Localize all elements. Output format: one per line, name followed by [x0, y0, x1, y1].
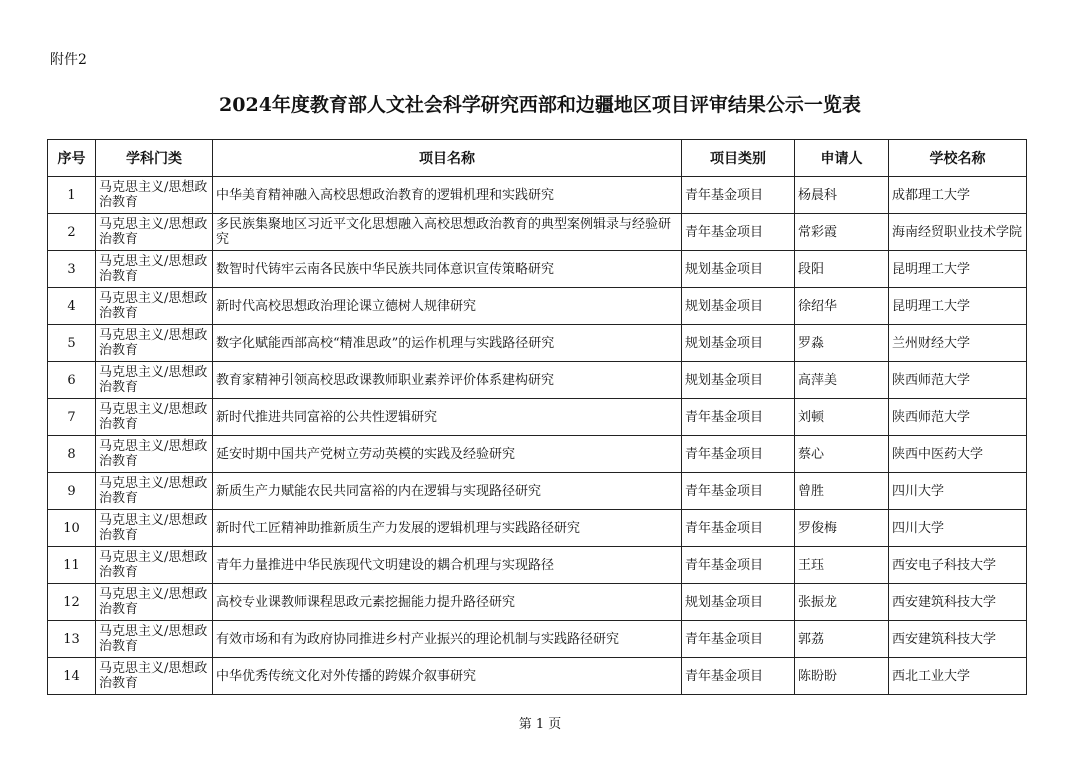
cell-project-type: 规划基金项目 [682, 251, 795, 288]
cell-school: 陕西中医药大学 [889, 436, 1027, 473]
table-row [48, 362, 1027, 399]
cell-index: 6 [48, 362, 96, 399]
cell-project-type: 青年基金项目 [682, 658, 795, 695]
table-row [48, 325, 1027, 362]
cell-index: 4 [48, 288, 96, 325]
table-row [48, 399, 1027, 436]
table-row [48, 510, 1027, 547]
cell-index: 11 [48, 547, 96, 584]
cell-index: 5 [48, 325, 96, 362]
cell-project-name: 新时代高校思想政治理论课立德树人规律研究 [213, 288, 682, 325]
cell-project-type: 青年基金项目 [682, 473, 795, 510]
cell-applicant: 段阳 [795, 251, 889, 288]
cell-applicant: 蔡心 [795, 436, 889, 473]
cell-school: 陕西师范大学 [889, 399, 1027, 436]
cell-project-type: 规划基金项目 [682, 362, 795, 399]
page-number: 第 1 页 [518, 717, 562, 732]
header-applicant: 申请人 [795, 140, 889, 177]
cell-project-name: 数字化赋能西部高校“精准思政”的运作机理与实践路径研究 [213, 325, 682, 362]
cell-discipline: 马克思主义/思想政治教育 [96, 621, 213, 658]
header-discipline: 学科门类 [96, 140, 213, 177]
cell-project-name: 多民族集聚地区习近平文化思想融入高校思想政治教育的典型案例辑录与经验研究 [213, 214, 682, 251]
cell-school: 成都理工大学 [889, 177, 1027, 214]
cell-applicant: 罗俊梅 [795, 510, 889, 547]
cell-project-name: 新质生产力赋能农民共同富裕的内在逻辑与实现路径研究 [213, 473, 682, 510]
cell-project-type: 青年基金项目 [682, 436, 795, 473]
cell-index: 9 [48, 473, 96, 510]
cell-project-name: 延安时期中国共产党树立劳动英模的实践及经验研究 [213, 436, 682, 473]
header-index: 序号 [48, 140, 96, 177]
cell-project-type: 青年基金项目 [682, 621, 795, 658]
table-row [48, 214, 1027, 251]
table-row [48, 251, 1027, 288]
cell-discipline: 马克思主义/思想政治教育 [96, 362, 213, 399]
cell-project-type: 青年基金项目 [682, 177, 795, 214]
table-row [48, 584, 1027, 621]
table-header-row [48, 140, 1027, 177]
cell-school: 兰州财经大学 [889, 325, 1027, 362]
cell-applicant: 徐绍华 [795, 288, 889, 325]
cell-school: 西北工业大学 [889, 658, 1027, 695]
cell-applicant: 陈盼盼 [795, 658, 889, 695]
cell-index: 10 [48, 510, 96, 547]
cell-project-type: 规划基金项目 [682, 325, 795, 362]
cell-applicant: 曾胜 [795, 473, 889, 510]
cell-applicant: 杨晨科 [795, 177, 889, 214]
cell-applicant: 刘顿 [795, 399, 889, 436]
cell-discipline: 马克思主义/思想政治教育 [96, 399, 213, 436]
cell-project-name: 新时代工匠精神助推新质生产力发展的逻辑机理与实践路径研究 [213, 510, 682, 547]
header-school: 学校名称 [889, 140, 1027, 177]
cell-project-type: 青年基金项目 [682, 399, 795, 436]
cell-project-name: 教育家精神引领高校思政课教师职业素养评价体系建构研究 [213, 362, 682, 399]
cell-applicant: 常彩霞 [795, 214, 889, 251]
results-table [47, 139, 1027, 695]
cell-project-name: 新时代推进共同富裕的公共性逻辑研究 [213, 399, 682, 436]
cell-project-name: 中华美育精神融入高校思想政治教育的逻辑机理和实践研究 [213, 177, 682, 214]
cell-discipline: 马克思主义/思想政治教育 [96, 177, 213, 214]
cell-school: 昆明理工大学 [889, 288, 1027, 325]
cell-applicant: 王珏 [795, 547, 889, 584]
cell-discipline: 马克思主义/思想政治教育 [96, 473, 213, 510]
cell-project-name: 青年力量推进中华民族现代文明建设的耦合机理与实现路径 [213, 547, 682, 584]
cell-index: 8 [48, 436, 96, 473]
cell-discipline: 马克思主义/思想政治教育 [96, 436, 213, 473]
cell-index: 13 [48, 621, 96, 658]
table-body [48, 177, 1027, 695]
cell-index: 7 [48, 399, 96, 436]
cell-project-type: 青年基金项目 [682, 547, 795, 584]
cell-school: 陕西师范大学 [889, 362, 1027, 399]
page-title: 2024年度教育部人文社会科学研究西部和边疆地区项目评审结果公示一览表 [219, 94, 861, 116]
cell-school: 西安建筑科技大学 [889, 584, 1027, 621]
cell-applicant: 罗淼 [795, 325, 889, 362]
cell-school: 海南经贸职业技术学院 [889, 214, 1027, 251]
cell-project-name: 有效市场和有为政府协同推进乡村产业振兴的理论机制与实践路径研究 [213, 621, 682, 658]
cell-applicant: 郭荔 [795, 621, 889, 658]
table-row [48, 177, 1027, 214]
cell-index: 1 [48, 177, 96, 214]
header-project-type: 项目类别 [682, 140, 795, 177]
table-row [48, 436, 1027, 473]
cell-index: 14 [48, 658, 96, 695]
cell-project-type: 规划基金项目 [682, 584, 795, 621]
table-row [48, 621, 1027, 658]
header-project-name: 项目名称 [213, 140, 682, 177]
cell-project-type: 规划基金项目 [682, 288, 795, 325]
cell-discipline: 马克思主义/思想政治教育 [96, 547, 213, 584]
table-row [48, 658, 1027, 695]
attachment-label: 附件2 [50, 52, 87, 68]
cell-discipline: 马克思主义/思想政治教育 [96, 510, 213, 547]
cell-project-type: 青年基金项目 [682, 510, 795, 547]
cell-index: 3 [48, 251, 96, 288]
cell-school: 四川大学 [889, 510, 1027, 547]
cell-project-type: 青年基金项目 [682, 214, 795, 251]
table-row [48, 547, 1027, 584]
cell-school: 西安电子科技大学 [889, 547, 1027, 584]
cell-discipline: 马克思主义/思想政治教育 [96, 251, 213, 288]
cell-school: 四川大学 [889, 473, 1027, 510]
cell-discipline: 马克思主义/思想政治教育 [96, 658, 213, 695]
cell-project-name: 数智时代铸牢云南各民族中华民族共同体意识宣传策略研究 [213, 251, 682, 288]
cell-discipline: 马克思主义/思想政治教育 [96, 584, 213, 621]
cell-project-name: 中华优秀传统文化对外传播的跨媒介叙事研究 [213, 658, 682, 695]
cell-applicant: 张振龙 [795, 584, 889, 621]
cell-school: 昆明理工大学 [889, 251, 1027, 288]
cell-project-name: 高校专业课教师课程思政元素挖掘能力提升路径研究 [213, 584, 682, 621]
cell-discipline: 马克思主义/思想政治教育 [96, 325, 213, 362]
cell-school: 西安建筑科技大学 [889, 621, 1027, 658]
cell-discipline: 马克思主义/思想政治教育 [96, 288, 213, 325]
table-row [48, 473, 1027, 510]
cell-index: 12 [48, 584, 96, 621]
cell-applicant: 高萍美 [795, 362, 889, 399]
cell-index: 2 [48, 214, 96, 251]
table-row [48, 288, 1027, 325]
cell-discipline: 马克思主义/思想政治教育 [96, 214, 213, 251]
